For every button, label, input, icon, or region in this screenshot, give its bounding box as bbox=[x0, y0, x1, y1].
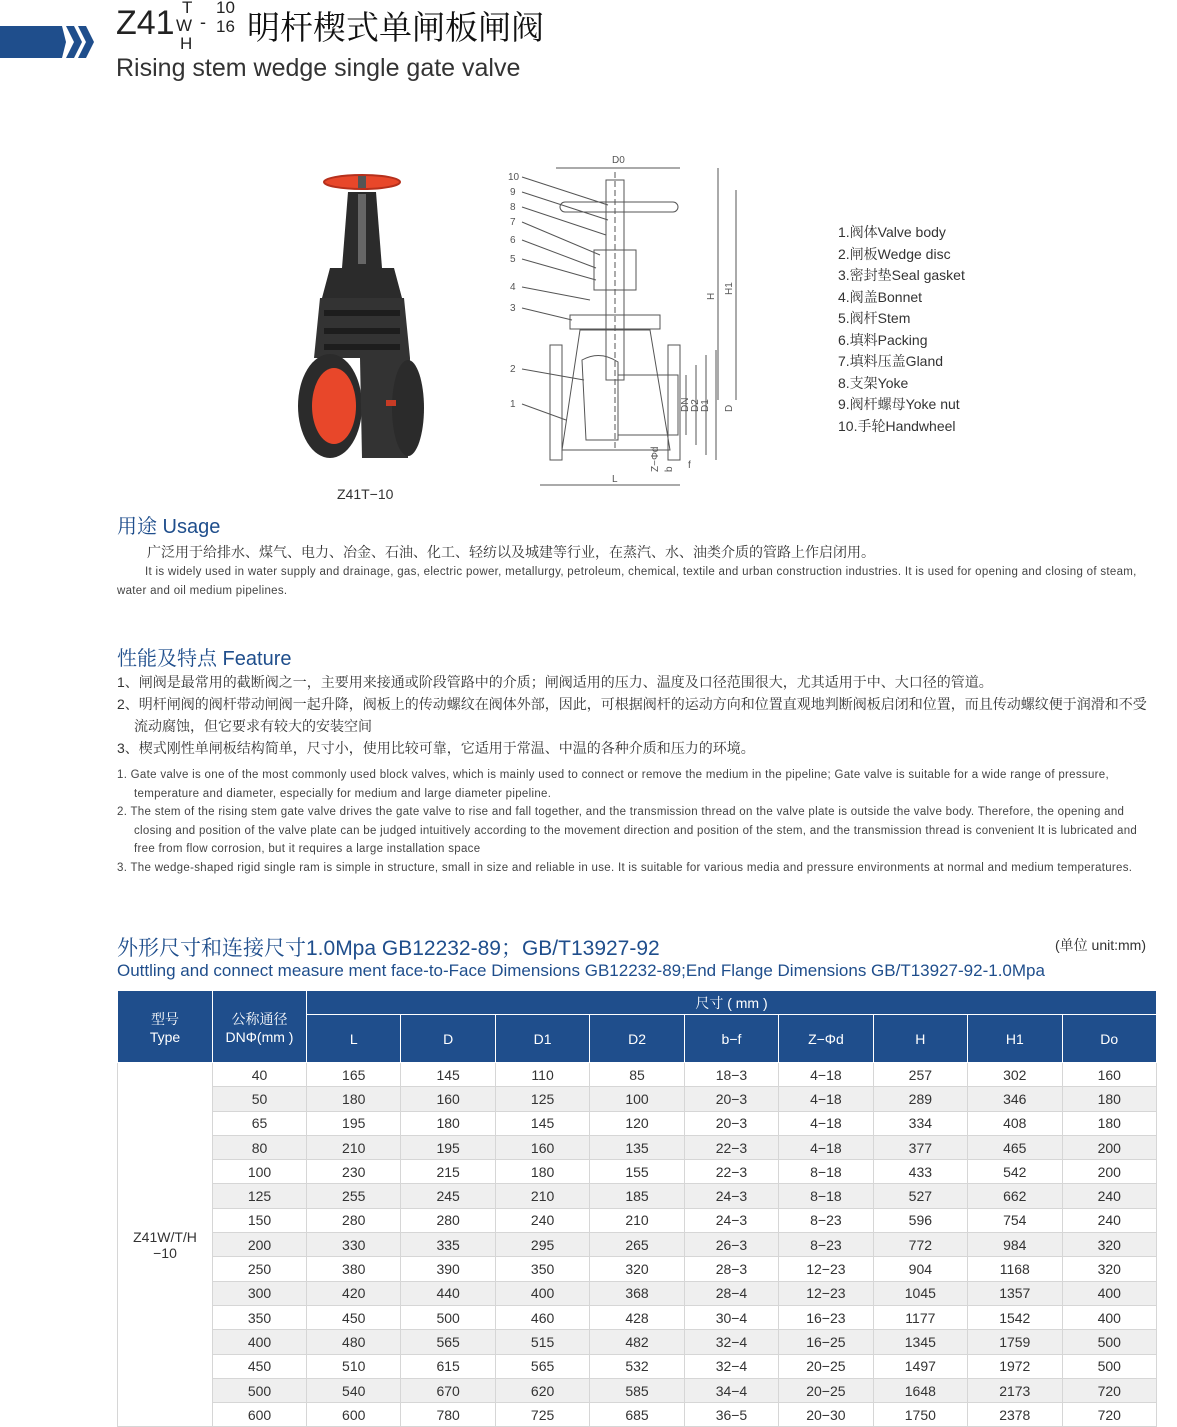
column-header: H bbox=[873, 1015, 967, 1063]
dn-cell: 65 bbox=[213, 1111, 307, 1135]
table-row bbox=[118, 1305, 1157, 1329]
table-cell: 500 bbox=[401, 1305, 495, 1329]
table-cell: 20−30 bbox=[779, 1403, 873, 1427]
label-zphid: Z−Φd bbox=[650, 446, 661, 472]
table-cell: 210 bbox=[495, 1184, 589, 1208]
table-cell: 16−23 bbox=[779, 1305, 873, 1329]
table-cell: 780 bbox=[401, 1403, 495, 1427]
model-code: Z41 bbox=[116, 4, 175, 42]
feature-en bbox=[117, 766, 1157, 877]
table-cell: 450 bbox=[307, 1305, 401, 1329]
table-cell: 16−25 bbox=[779, 1330, 873, 1354]
table-cell: 28−3 bbox=[684, 1257, 778, 1281]
table-cell: 22−3 bbox=[684, 1135, 778, 1159]
table-cell: 440 bbox=[401, 1281, 495, 1305]
table-cell: 30−4 bbox=[684, 1305, 778, 1329]
table-cell: 1168 bbox=[968, 1257, 1062, 1281]
valve-section-drawing bbox=[500, 150, 760, 495]
table-cell: 155 bbox=[590, 1160, 684, 1184]
parts-list bbox=[838, 222, 965, 437]
table-cell: 408 bbox=[968, 1111, 1062, 1135]
table-cell: 289 bbox=[873, 1087, 967, 1111]
dn-cell: 100 bbox=[213, 1160, 307, 1184]
table-cell: 320 bbox=[1062, 1233, 1157, 1257]
table-row bbox=[118, 1378, 1157, 1402]
table-cell: 240 bbox=[1062, 1208, 1157, 1232]
table-cell: 1345 bbox=[873, 1330, 967, 1354]
dn-cell: 300 bbox=[213, 1281, 307, 1305]
header-dn-en: DNΦ(mm ) bbox=[225, 1028, 294, 1045]
table-row bbox=[118, 1330, 1157, 1354]
table-cell: 110 bbox=[495, 1063, 589, 1087]
table-cell: 180 bbox=[495, 1160, 589, 1184]
table-cell: 240 bbox=[1062, 1184, 1157, 1208]
label-dn: DN bbox=[680, 397, 691, 412]
table-cell: 1542 bbox=[968, 1305, 1062, 1329]
table-cell: 320 bbox=[590, 1257, 684, 1281]
part-item: 10.手轮Handwheel bbox=[838, 417, 956, 434]
table-cell: 725 bbox=[495, 1403, 589, 1427]
table-cell: 377 bbox=[873, 1135, 967, 1159]
table-cell: 302 bbox=[968, 1063, 1062, 1087]
table-cell: 620 bbox=[495, 1378, 589, 1402]
header-dn bbox=[213, 991, 307, 1063]
page-title-cn: 明杆楔式单闸板闸阀 bbox=[247, 9, 544, 46]
table-cell: 320 bbox=[1062, 1257, 1157, 1281]
table-cell: 210 bbox=[590, 1208, 684, 1232]
label-h1: H1 bbox=[724, 282, 735, 295]
table-cell: 2378 bbox=[968, 1403, 1062, 1427]
dn-cell: 40 bbox=[213, 1063, 307, 1087]
column-header: D1 bbox=[495, 1015, 589, 1063]
table-cell: 145 bbox=[401, 1063, 495, 1087]
table-cell: 195 bbox=[401, 1135, 495, 1159]
table-cell: 685 bbox=[590, 1403, 684, 1427]
dn-cell: 200 bbox=[213, 1233, 307, 1257]
table-cell: 24−3 bbox=[684, 1184, 778, 1208]
table-cell: 245 bbox=[401, 1184, 495, 1208]
column-header: D bbox=[401, 1015, 495, 1063]
feature-en-item: 1. Gate valve is one of the most commonly used block valves, which is mainly used to connect or remove the medium in the pipeline; Gate valve is suitable for a wide range of pressure, temperature and diameter, especially for medium and large diameter pipeline. bbox=[117, 769, 1109, 800]
model-sub-t: T bbox=[182, 0, 193, 17]
usage-en: It is widely used in water supply and drainage, gas, electric power, metallurgy, petroleum, chemical, textile and urban construction industries. It is used for opening and closing of steam, water and oil medium pipelines. bbox=[117, 566, 1137, 597]
table-cell: 295 bbox=[495, 1233, 589, 1257]
column-header: Do bbox=[1062, 1015, 1157, 1063]
table-row bbox=[118, 1281, 1157, 1305]
column-header: Z−Φd bbox=[779, 1015, 873, 1063]
table-cell: 615 bbox=[401, 1354, 495, 1378]
header-size-group: 尺寸 ( mm ) bbox=[307, 991, 1157, 1015]
table-cell: 428 bbox=[590, 1305, 684, 1329]
table-cell: 160 bbox=[1062, 1063, 1157, 1087]
table-cell: 32−4 bbox=[684, 1330, 778, 1354]
table-cell: 20−25 bbox=[779, 1354, 873, 1378]
table-cell: 36−5 bbox=[684, 1403, 778, 1427]
table-cell: 8−18 bbox=[779, 1184, 873, 1208]
callout-9: 9 bbox=[510, 187, 516, 198]
page-title-en: Rising stem wedge single gate valve bbox=[116, 54, 521, 82]
column-header: H1 bbox=[968, 1015, 1062, 1063]
table-cell: 160 bbox=[495, 1135, 589, 1159]
table-cell: 433 bbox=[873, 1160, 967, 1184]
table-cell: 28−4 bbox=[684, 1281, 778, 1305]
table-cell: 527 bbox=[873, 1184, 967, 1208]
part-item: 4.阀盖Bonnet bbox=[838, 288, 923, 305]
table-cell: 565 bbox=[401, 1330, 495, 1354]
table-cell: 1648 bbox=[873, 1378, 967, 1402]
table-cell: 330 bbox=[307, 1233, 401, 1257]
table-cell: 346 bbox=[968, 1087, 1062, 1111]
table-cell: 540 bbox=[307, 1378, 401, 1402]
label-b: b bbox=[664, 466, 675, 472]
table-cell: 210 bbox=[307, 1135, 401, 1159]
part-item: 9.阀杆螺母Yoke nut bbox=[838, 396, 960, 412]
valve-photo bbox=[290, 168, 440, 468]
dn-cell: 250 bbox=[213, 1257, 307, 1281]
table-cell: 100 bbox=[590, 1087, 684, 1111]
part-item: 7.填料压盖Gland bbox=[838, 353, 944, 369]
table-cell: 185 bbox=[590, 1184, 684, 1208]
part-item: 5.阀杆Stem bbox=[838, 310, 911, 326]
table-cell: 265 bbox=[590, 1233, 684, 1257]
table-cell: 670 bbox=[401, 1378, 495, 1402]
table-row bbox=[118, 1233, 1157, 1257]
callout-2: 2 bbox=[510, 364, 516, 375]
table-cell: 4−18 bbox=[779, 1111, 873, 1135]
table-cell: 255 bbox=[307, 1184, 401, 1208]
column-header: D2 bbox=[590, 1015, 684, 1063]
table-cell: 18−3 bbox=[684, 1063, 778, 1087]
table-cell: 1972 bbox=[968, 1354, 1062, 1378]
table-cell: 8−23 bbox=[779, 1208, 873, 1232]
part-item: 3.密封垫Seal gasket bbox=[838, 267, 965, 283]
table-cell: 195 bbox=[307, 1111, 401, 1135]
table-row bbox=[118, 1257, 1157, 1281]
callout-1: 1 bbox=[510, 399, 516, 410]
table-cell: 380 bbox=[307, 1257, 401, 1281]
table-cell: 165 bbox=[307, 1063, 401, 1087]
part-item: 1.阀体Valve body bbox=[838, 224, 946, 240]
table-cell: 20−3 bbox=[684, 1111, 778, 1135]
table-cell: 1750 bbox=[873, 1403, 967, 1427]
table-cell: 1045 bbox=[873, 1281, 967, 1305]
photo-caption: Z41T−10 bbox=[337, 486, 394, 502]
table-row bbox=[118, 1184, 1157, 1208]
table-cell: 8−23 bbox=[779, 1233, 873, 1257]
table-cell: 200 bbox=[1062, 1135, 1157, 1159]
table-cell: 8−18 bbox=[779, 1160, 873, 1184]
feature-en-item: 3. The wedge-shaped rigid single ram is simple in structure, small in size and reliable in use. It is suitable for various media and pressure environments at normal and medium temperatures. bbox=[117, 861, 1133, 874]
table-cell: 772 bbox=[873, 1233, 967, 1257]
label-d2: D2 bbox=[690, 399, 701, 412]
table-cell: 754 bbox=[968, 1208, 1062, 1232]
table-cell: 215 bbox=[401, 1160, 495, 1184]
table-cell: 500 bbox=[1062, 1354, 1157, 1378]
table-cell: 24−3 bbox=[684, 1208, 778, 1232]
callout-10: 10 bbox=[508, 172, 520, 183]
table-cell: 26−3 bbox=[684, 1233, 778, 1257]
table-cell: 720 bbox=[1062, 1403, 1157, 1427]
label-d: D bbox=[724, 404, 735, 412]
table-cell: 984 bbox=[968, 1233, 1062, 1257]
callout-4: 4 bbox=[510, 282, 516, 293]
usage-cn: 广泛用于给排水、煤气、电力、冶金、石油、化工、轻纺以及城建等行业，在蒸汽、水、油类介质的管路上作启闭用。 bbox=[147, 544, 875, 560]
dn-cell: 600 bbox=[213, 1403, 307, 1427]
header-dn-cn: 公称通径 bbox=[231, 1010, 288, 1027]
table-cell: 160 bbox=[401, 1087, 495, 1111]
table-row bbox=[118, 1135, 1157, 1159]
table-cell: 240 bbox=[495, 1208, 589, 1232]
table-cell: 257 bbox=[873, 1063, 967, 1087]
table-cell: 135 bbox=[590, 1135, 684, 1159]
dn-cell: 400 bbox=[213, 1330, 307, 1354]
column-header: b−f bbox=[684, 1015, 778, 1063]
table-cell: 500 bbox=[1062, 1330, 1157, 1354]
table-cell: 600 bbox=[307, 1403, 401, 1427]
table-cell: 1357 bbox=[968, 1281, 1062, 1305]
table-cell: 280 bbox=[307, 1208, 401, 1232]
part-item: 8.支架Yoke bbox=[838, 374, 909, 391]
table-cell: 125 bbox=[495, 1087, 589, 1111]
table-cell: 596 bbox=[873, 1208, 967, 1232]
label-d1: D1 bbox=[700, 399, 711, 412]
table-cell: 565 bbox=[495, 1354, 589, 1378]
chevron-banner-icon bbox=[0, 22, 100, 62]
pressure-10: 10 bbox=[216, 0, 235, 17]
table-cell: 200 bbox=[1062, 1160, 1157, 1184]
model-sub-w: W bbox=[176, 16, 193, 35]
table-cell: 1177 bbox=[873, 1305, 967, 1329]
table-row bbox=[118, 1208, 1157, 1232]
table-cell: 2173 bbox=[968, 1378, 1062, 1402]
label-d0: D0 bbox=[612, 155, 625, 166]
table-cell: 12−23 bbox=[779, 1281, 873, 1305]
type-line: Z41W/T/H bbox=[133, 1228, 197, 1245]
table-cell: 720 bbox=[1062, 1378, 1157, 1402]
table-row bbox=[118, 1111, 1157, 1135]
table-cell: 32−4 bbox=[684, 1354, 778, 1378]
dn-cell: 50 bbox=[213, 1087, 307, 1111]
dn-cell: 125 bbox=[213, 1184, 307, 1208]
label-f: f bbox=[688, 460, 691, 471]
column-header: L bbox=[307, 1015, 401, 1063]
table-cell: 22−3 bbox=[684, 1160, 778, 1184]
table-row bbox=[118, 1403, 1157, 1427]
table-row bbox=[118, 1087, 1157, 1111]
callout-5: 5 bbox=[510, 254, 516, 265]
table-cell: 350 bbox=[495, 1257, 589, 1281]
table-cell: 1759 bbox=[968, 1330, 1062, 1354]
table-cell: 280 bbox=[401, 1208, 495, 1232]
label-h: H bbox=[706, 292, 717, 300]
table-cell: 400 bbox=[1062, 1305, 1157, 1329]
label-l: L bbox=[612, 474, 618, 485]
header-type bbox=[118, 991, 213, 1063]
table-cell: 510 bbox=[307, 1354, 401, 1378]
table-cell: 335 bbox=[401, 1233, 495, 1257]
table-cell: 34−4 bbox=[684, 1378, 778, 1402]
model-dash: - bbox=[200, 12, 206, 32]
table-cell: 662 bbox=[968, 1184, 1062, 1208]
table-cell: 180 bbox=[401, 1111, 495, 1135]
table-cell: 120 bbox=[590, 1111, 684, 1135]
table-cell: 585 bbox=[590, 1378, 684, 1402]
feature-heading: 性能及特点 Feature bbox=[117, 648, 292, 670]
dn-cell: 500 bbox=[213, 1378, 307, 1402]
table-cell: 400 bbox=[495, 1281, 589, 1305]
callout-3: 3 bbox=[510, 303, 516, 314]
table-heading-cn: 外形尺寸和连接尺寸1.0Mpa GB12232-89；GB/T13927-92 bbox=[117, 937, 660, 960]
table-cell: 460 bbox=[495, 1305, 589, 1329]
table-cell: 180 bbox=[307, 1087, 401, 1111]
usage-heading: 用途 Usage bbox=[117, 516, 221, 538]
dn-cell: 150 bbox=[213, 1208, 307, 1232]
table-cell: 482 bbox=[590, 1330, 684, 1354]
table-cell: 400 bbox=[1062, 1281, 1157, 1305]
part-item: 6.填料Packing bbox=[838, 331, 928, 348]
feature-cn bbox=[117, 671, 1159, 759]
table-cell: 20−25 bbox=[779, 1378, 873, 1402]
dn-cell: 450 bbox=[213, 1354, 307, 1378]
table-cell: 420 bbox=[307, 1281, 401, 1305]
feature-en-item: 2. The stem of the rising stem gate valve drives the gate valve to rise and fall together, and the transmission thread on the valve plate is outside the valve body. Therefore, the opening and closing and position of the valve plate can be judged intuitively according to the movement direction and position of the stem, and the transmission thread is convenient It is lubricated and free from flow corrosion, but it requires a large installation space bbox=[117, 806, 1138, 855]
table-row bbox=[118, 1063, 1157, 1087]
table-heading-en: Outtling and connect measure ment face-to-Face Dimensions GB12232-89;End Flange Dimensions GB/T13927-92-1.0Mpa bbox=[117, 961, 1045, 980]
dimensions-table bbox=[117, 990, 1157, 1427]
table-cell: 180 bbox=[1062, 1111, 1157, 1135]
table-cell: 12−23 bbox=[779, 1257, 873, 1281]
table-cell: 180 bbox=[1062, 1087, 1157, 1111]
table-cell: 4−18 bbox=[779, 1087, 873, 1111]
table-cell: 368 bbox=[590, 1281, 684, 1305]
table-row bbox=[118, 1160, 1157, 1184]
callout-6: 6 bbox=[510, 235, 516, 246]
model-sub-h: H bbox=[180, 34, 193, 53]
table-cell: 4−18 bbox=[779, 1135, 873, 1159]
dn-cell: 350 bbox=[213, 1305, 307, 1329]
table-unit: (单位 unit:mm) bbox=[1055, 937, 1146, 953]
dn-cell: 80 bbox=[213, 1135, 307, 1159]
feature-cn-item: 1、闸阀是最常用的截断阀之一，主要用来接通或阶段管路中的介质；闸阀适用的压力、温度及口径范围很大，尤其适用于中、大口径的管道。 bbox=[117, 674, 993, 690]
header-type-en: Type bbox=[149, 1028, 181, 1045]
table-cell: 904 bbox=[873, 1257, 967, 1281]
table-cell: 465 bbox=[968, 1135, 1062, 1159]
pressure-16: 16 bbox=[216, 17, 235, 36]
callout-7: 7 bbox=[510, 217, 516, 228]
callout-8: 8 bbox=[510, 202, 516, 213]
table-cell: 542 bbox=[968, 1160, 1062, 1184]
table-cell: 515 bbox=[495, 1330, 589, 1354]
table-row bbox=[118, 1354, 1157, 1378]
table-cell: 85 bbox=[590, 1063, 684, 1087]
table-cell: 230 bbox=[307, 1160, 401, 1184]
type-cell bbox=[118, 1063, 213, 1427]
table-cell: 1497 bbox=[873, 1354, 967, 1378]
part-item: 2.闸板Wedge disc bbox=[838, 245, 951, 262]
feature-cn-item: 2、明杆闸阀的阀杆带动闸阀一起升降，阀板上的传动螺纹在阀体外部，因此，可根据阀杆的运动方向和位置直观地判断阀板启闭和位置，而且传动螺纹便于润滑和不受流动腐蚀，但它要求有较大的安装空间 bbox=[117, 696, 1147, 734]
table-cell: 334 bbox=[873, 1111, 967, 1135]
table-cell: 390 bbox=[401, 1257, 495, 1281]
table-cell: 480 bbox=[307, 1330, 401, 1354]
type-line: −10 bbox=[153, 1244, 177, 1261]
table-cell: 532 bbox=[590, 1354, 684, 1378]
feature-cn-item: 3、楔式刚性单闸板结构简单，尺寸小，使用比较可靠，它适用于常温、中温的各种介质和压力的环境。 bbox=[117, 740, 755, 756]
table-cell: 20−3 bbox=[684, 1087, 778, 1111]
header-type-cn: 型号 bbox=[151, 1010, 179, 1027]
table-cell: 145 bbox=[495, 1111, 589, 1135]
table-cell: 4−18 bbox=[779, 1063, 873, 1087]
